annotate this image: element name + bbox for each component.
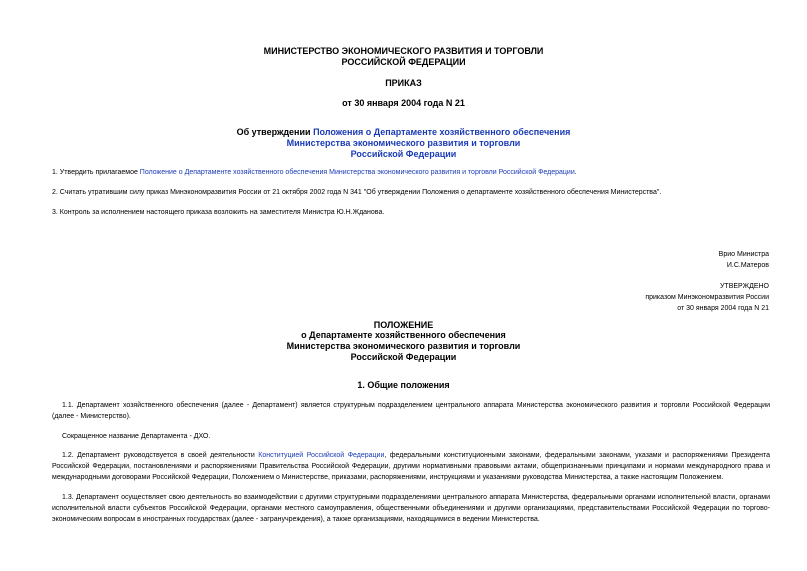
ministry-line-2: РОССИЙСКОЙ ФЕДЕРАЦИИ	[341, 57, 466, 67]
paragraph-short-name: Сокращенное название Департамента - ДХО.	[62, 433, 211, 440]
order-item-1-suffix: .	[574, 169, 577, 176]
order-item-1	[52, 167, 772, 178]
paragraph-1-2	[52, 450, 770, 483]
section-1-title: 1. Общие положения	[357, 380, 450, 390]
order-item-2: 2. Считать утратившим силу приказ Минэкономразвития России от 21 октября 2002 года N 341 "Об утверждении Положения о департаменте хозяйственного обеспечения Министерства".	[52, 189, 662, 196]
title-line-1	[0, 127, 807, 138]
regulation-title-link-3[interactable]: Российской Федерации	[350, 149, 457, 159]
title-line-3	[0, 149, 807, 160]
regulation-subtitle-1: о Департаменте хозяйственного обеспечения	[301, 330, 506, 340]
signature-position: Врио Министра	[718, 251, 769, 258]
order-item-1-prefix: 1. Утвердить прилагаемое	[52, 169, 140, 176]
doc-date: от 30 января 2004 года N 21	[342, 98, 465, 108]
approval-line-2: от 30 января 2004 года N 21	[677, 305, 769, 312]
approval-line-1: приказом Минэкономразвития России	[645, 294, 769, 301]
regulation-subtitle-3: Российской Федерации	[350, 352, 457, 362]
title-line-2	[0, 138, 807, 149]
order-item-3: 3. Контроль за исполнением настоящего приказа возложить на заместителя Министра Ю.Н.Жданова.	[52, 209, 385, 216]
paragraph-1-1: 1.1. Департамент хозяйственного обеспечения (далее - Департамент) является структурным подразделением центрального аппарата Министерства экономического развития и торговли Российской Федерации (далее - Министерство).	[52, 402, 770, 420]
regulation-link[interactable]: Положение о Департаменте хозяйственного обеспечения Министерства экономического развития и торговли Российской Федерации	[139, 169, 575, 176]
regulation-title-link-2[interactable]: Министерства экономического развития и торговли	[286, 138, 521, 148]
paragraph-1-2-prefix: 1.2. Департамент руководствуется в своей деятельности	[62, 452, 259, 459]
regulation-subtitle-2: Министерства экономического развития и торговли	[286, 341, 521, 351]
paragraph-1-2-suffix: , федеральными конституционными законами, федеральными законами, указами и распоряжениями Президента Российской Федерации, постановлениями и распоряжениями Правительства Российской Федерации, другими нормативными правовыми актами, общепризнанными принципами и нормами международного права и международными договорами Российской Федерации, Положением о Министерстве, приказами, распоряжениями, инструкциями и указаниями руководства Министерства, а также настоящим Положением.	[52, 452, 770, 481]
ministry-line-1: МИНИСТЕРСТВО ЭКОНОМИЧЕСКОГО РАЗВИТИЯ И ТОРГОВЛИ	[263, 46, 544, 56]
signature-name: И.С.Матеров	[726, 262, 769, 269]
title-prefix: Об утверждении	[236, 127, 314, 137]
regulation-title-link-1[interactable]: Положения о Департаменте хозяйственного обеспечения	[313, 127, 571, 137]
paragraph-1-3: 1.3. Департамент осуществляет свою деятельность во взаимодействии с другими структурными подразделениями центрального аппарата Министерства, федеральными органами исполнительной власти, органами исполнительной власти субъектов Российской Федерации, органами местного самоуправления, общественными объединениями и другими организациями, представительствами Российской Федерации по торгово-экономическим вопросам в иностранных государствах (далее - загранучреждения), а также организациями, находящимися в ведении Министерства.	[52, 494, 770, 523]
doc-type: ПРИКАЗ	[385, 78, 422, 88]
approval-label: УТВЕРЖДЕНО	[719, 283, 769, 290]
regulation-title: ПОЛОЖЕНИЕ	[373, 320, 434, 330]
constitution-link[interactable]: Конституцией Российской Федерации	[258, 452, 385, 459]
